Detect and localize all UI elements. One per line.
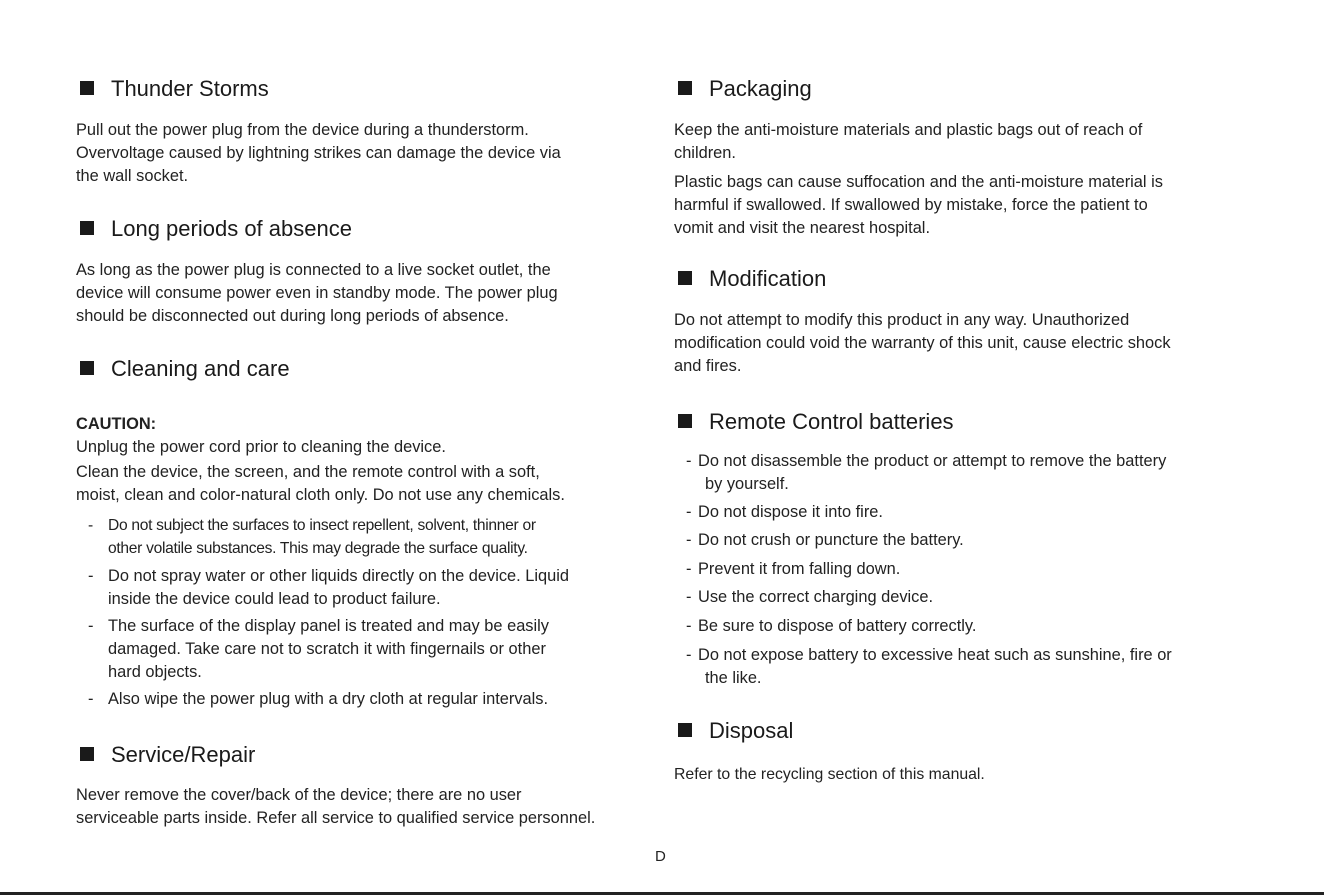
square-bullet-icon — [80, 221, 94, 235]
section-heading-remote-batteries: Remote Control batteries — [674, 409, 954, 435]
square-bullet-icon — [678, 81, 692, 95]
modification-text: Do not attempt to modify this product in any way. Unauthorized modification could void the warranty of this unit, cause electric shock and fires. — [674, 311, 1171, 375]
cleaning-instructions-text: Clean the device, the screen, and the remote control with a soft, moist, clean and color-natural cloth only. Do not use any chemicals. — [76, 463, 565, 504]
caution-label: CAUTION: — [76, 415, 157, 433]
section-heading-modification: Modification — [674, 266, 826, 292]
disposal-text: Refer to the recycling section of this manual. — [674, 766, 985, 783]
section-heading-disposal: Disposal — [674, 718, 793, 744]
section-heading-cleaning-care: Cleaning and care — [76, 356, 290, 382]
square-bullet-icon — [678, 414, 692, 428]
square-bullet-icon — [80, 747, 94, 761]
square-bullet-icon — [80, 81, 94, 95]
square-bullet-icon — [80, 361, 94, 375]
page-label: D — [655, 848, 666, 865]
thunder-storms-text: Pull out the power plug from the device during a thunderstorm. Overvoltage caused by lightning strikes can damage the device via the wall socket. — [76, 121, 561, 185]
section-heading-long-absence: Long periods of absence — [76, 216, 352, 242]
section-heading-packaging: Packaging — [674, 76, 812, 102]
square-bullet-icon — [678, 271, 692, 285]
service-repair-text: Never remove the cover/back of the device; there are no user serviceable parts inside. Refer all service to qualified service personnel. — [76, 786, 596, 827]
packaging-text-1: Keep the anti-moisture materials and plastic bags out of reach of children. — [674, 121, 1143, 162]
section-heading-service-repair: Service/Repair — [76, 742, 255, 768]
section-heading-thunder-storms: Thunder Storms — [76, 76, 269, 102]
cleaning-unplug-text: Unplug the power cord prior to cleaning the device. — [76, 438, 446, 456]
square-bullet-icon — [678, 723, 692, 737]
packaging-text-2: Plastic bags can cause suffocation and the anti-moisture material is harmful if swallowed. If swallowed by mistake, force the patient to vomit and visit the nearest hospital. — [674, 173, 1163, 237]
long-absence-text: As long as the power plug is connected to a live socket outlet, the device will consume power even in standby mode. The power plug should be disconnected out during long periods of absence. — [76, 261, 558, 325]
